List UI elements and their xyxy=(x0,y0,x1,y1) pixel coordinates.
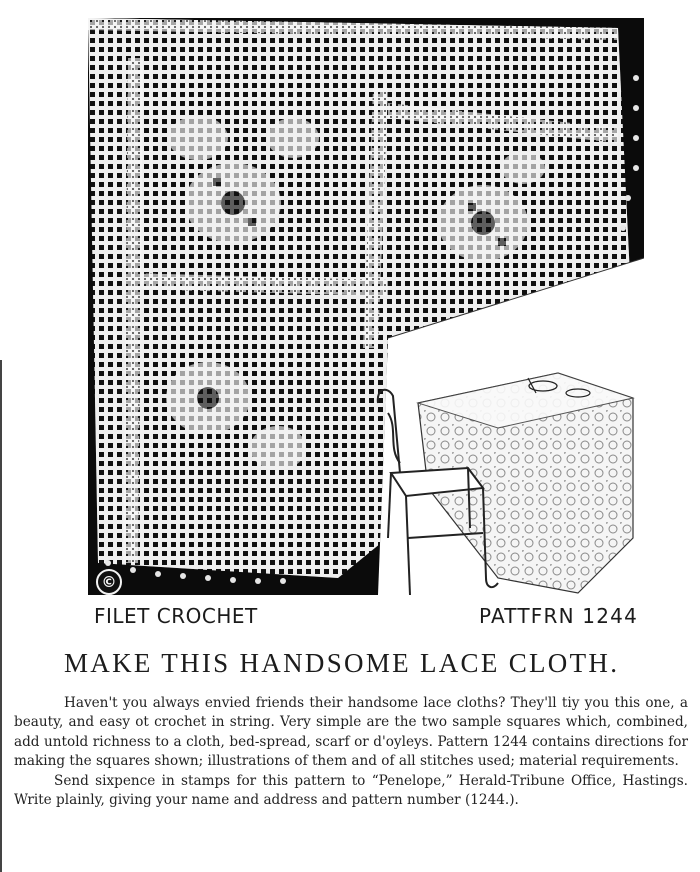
caption-pattern-number: PATTFRN 1244 xyxy=(478,604,638,628)
clipping-edge-line xyxy=(0,360,2,872)
lace-picture xyxy=(88,18,644,595)
paragraph-description: Haven't you always envied friends their handsome lace cloths? They'll tiy you this one, a beauty, and easy ot crochet in string. Very simple are the two sample squares which, combined, add untold richness to a cloth, bed-spread, scarf or d'oyleys. Pattern 1244 contains directions for making the squares shown; illustrations of them and of all stitches used; material requirements. xyxy=(14,695,688,770)
lace-illustration xyxy=(88,18,644,595)
headline: MAKE THIS HANDSOME LACE CLOTH. xyxy=(64,648,620,678)
paragraph-ordering: Send sixpence in stamps for this pattern to “Penelope,” Herald-Tribune Office, Hastings. Write plainly, giving your name and address and pattern number (1244.). xyxy=(14,772,688,809)
caption-filet-crochet: FILET CROCHET xyxy=(94,604,258,628)
article-body xyxy=(14,694,688,810)
copyright-icon: © xyxy=(96,569,122,595)
